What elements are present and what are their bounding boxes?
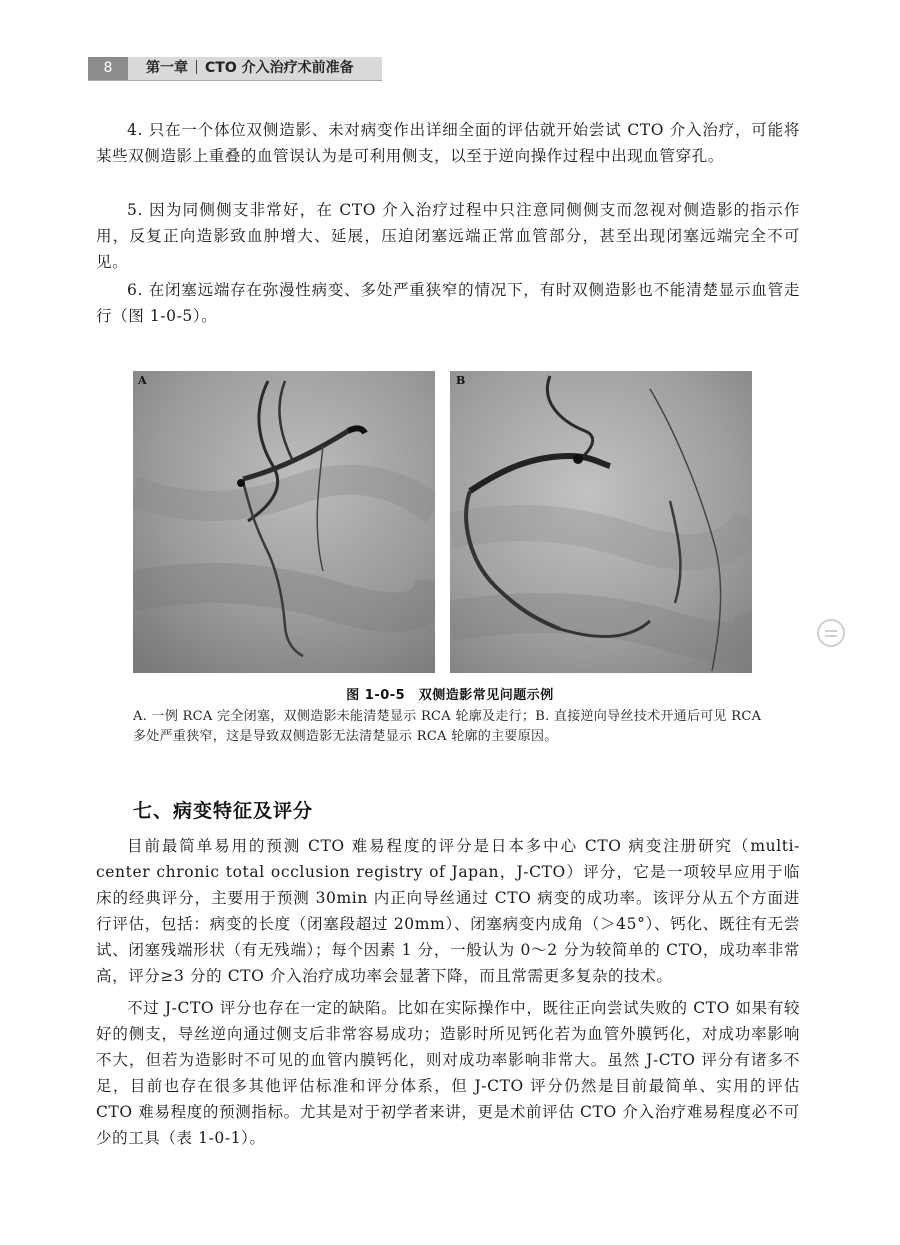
paragraph-item-6: 6. 在闭塞远端存在弥漫性病变、多处严重狭窄的情况下，有时双侧造影也不能清楚显示血管走行（图 1-0-5）。 [96,281,800,325]
angiogram-panel-b [450,371,752,673]
panel-a-label: A [138,374,147,387]
page-number: 8 [88,57,128,80]
header-rule [88,80,382,81]
figure-title: 图 1-0-5 双侧造影常见问题示例 [346,688,554,703]
paragraph-item-5: 5. 因为同侧侧支非常好，在 CTO 介入治疗过程中只注意同侧侧支而忽视对侧造影的指示作用，反复正向造影致血肿增大、延展，压迫闭塞远端正常血管部分，甚至出现闭塞远端完全不可见。 [96,201,800,271]
angiogram-panel-a [133,371,435,673]
panel-b-label: B [456,374,466,387]
section-heading: 七、病变特征及评分 [133,800,314,822]
chapter-title: CTO 介入治疗术前准备 [205,60,354,76]
header-separator [196,60,197,74]
running-head [146,57,354,80]
chapter-number: 第一章 [146,60,188,76]
section-paragraph-2: 不过 J-CTO 评分也存在一定的缺陷。比如在实际操作中，既往正向尝试失败的 CTO 如果有较好的侧支，导丝逆向通过侧支后非常容易成功；造影时所见钙化若为血管外膜钙化，对成功率影响不大，但若为造影时不可见的血管内膜钙化，则对成功率影响非常大。虽然 J-CTO 评分有诸多不足，目前也存在很多其他评估标准和评分体系，但 J-CTO 评分仍然是目前最简单、实用的评估 CTO 难易程度的预测指标。尤其是对于初学者来讲，更是术前评估 CTO 介入治疗难易程度必不可少的工具（表 1-0-1）。 [96,999,800,1147]
side-watermark-icon [817,619,845,647]
section-paragraph-1: 目前最简单易用的预测 CTO 难易程度的评分是日本多中心 CTO 病变注册研究（multi-center chronic total occlusion registry of Japan，J-CTO）评分，它是一项较早应用于临床的经典评分，主要用于预测 30min 内正向导丝通过 CTO 病变的成功率。该评分从五个方面进行评估，包括：病变的长度（闭塞段超过 20mm）、闭塞病变内成角（＞45°）、钙化、既往有无尝试、闭塞残端形状（有无残端）；每个因素 1 分，一般认为 0～2 分为较简单的 CTO，成功率非常高，评分≥3 分的 CTO 介入治疗成功率会显著下降，而且常需更多复杂的技术。 [96,837,800,985]
figure-caption: A. 一例 RCA 完全闭塞，双侧造影未能清楚显示 RCA 轮廓及走行；B. 直接逆向导丝技术开通后可见 RCA 多处严重狭窄，这是导致双侧造影无法清楚显示 RCA 轮廓的主要原因。 [133,709,762,744]
paragraph-item-4: 4. 只在一个体位双侧造影、未对病变作出详细全面的评估就开始尝试 CTO 介入治疗，可能将某些双侧造影上重叠的血管误认为是可利用侧支，以至于逆向操作过程中出现血管穿孔。 [96,121,800,165]
